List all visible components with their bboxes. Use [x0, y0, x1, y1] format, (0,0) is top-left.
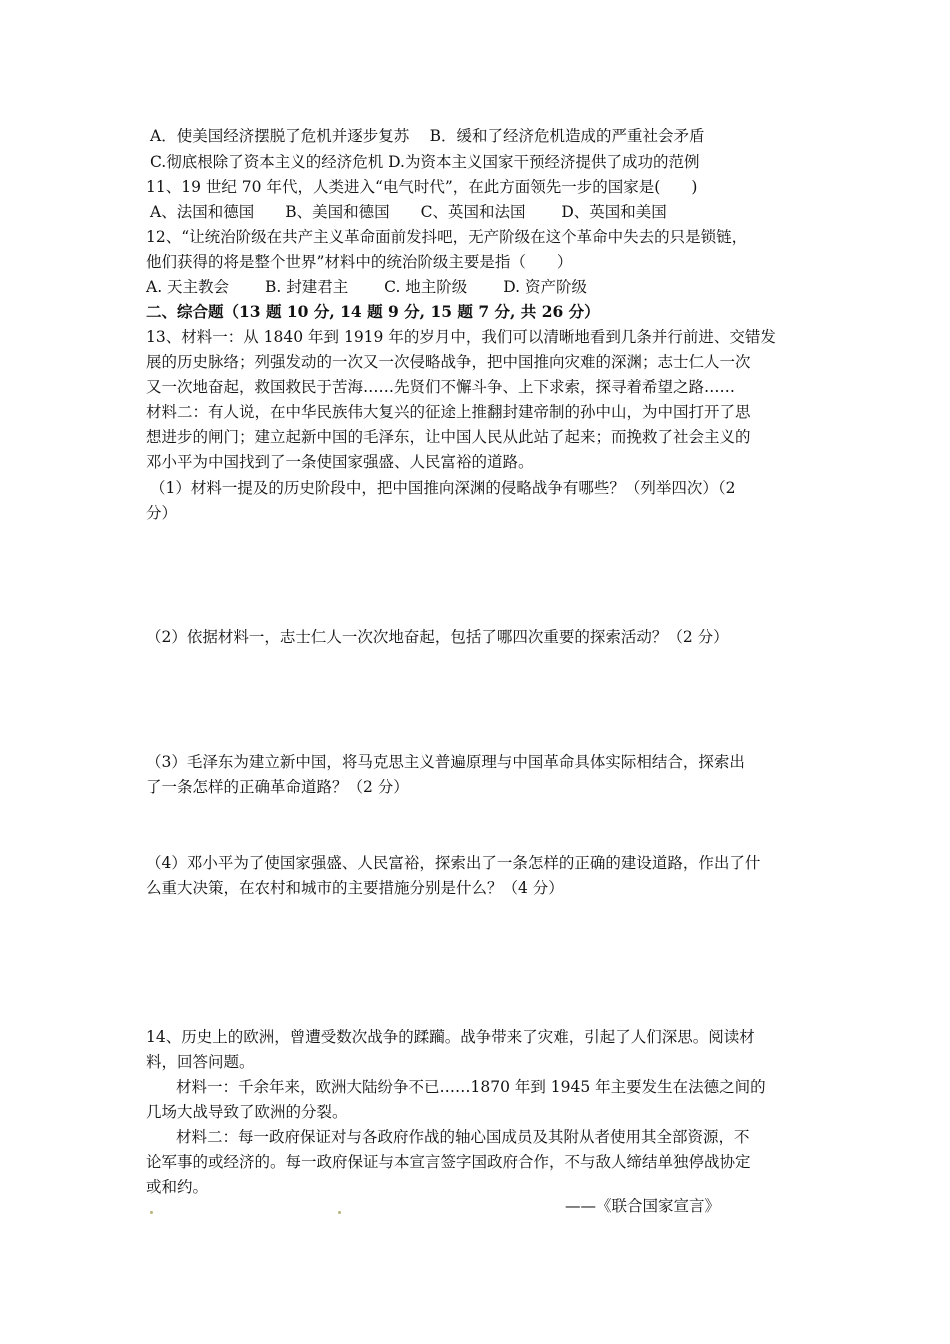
q13-part4-line1: （4）邓小平为了使国家强盛、人民富裕，探索出了一条怎样的正确的建设道路，作出了什: [146, 854, 761, 872]
q13-material2-line3: 邓小平为中国找到了一条使国家强盛、人民富裕的道路。: [146, 453, 534, 471]
q13-material1-line2: 展的历史脉络；列强发动的一次又一次侵略战争，把中国推向灾难的深渊；志士仁人一次: [146, 353, 751, 371]
q13-material1-line1: 13、材料一：从 1840 年到 1919 年的岁月中，我们可以清晰地看到几条并行前进、交错发: [146, 328, 776, 346]
q14-material2-line3: 或和约。: [146, 1178, 209, 1196]
q10-options-ab: A．使美国经济摆脱了危机并逐步复苏 B．缓和了经济危机造成的严重社会矛盾: [150, 127, 705, 145]
q13-part4-line2: 么重大决策，在农村和城市的主要措施分别是什么？（4 分）: [146, 879, 564, 897]
q13-part2: （2）依据材料一，志士仁人一次次地奋起，包括了哪四次重要的探索活动？（2 分）: [146, 628, 729, 646]
q12-stem-line2: 他们获得的将是整个世界”材料中的统治阶级主要是指（ ）: [146, 253, 573, 271]
q14-material2-line1: 材料二：每一政府保证对与各政府作战的轴心国成员及其附从者使用其全部资源，不: [176, 1128, 750, 1146]
q12-options: A. 天主教会 B. 封建君主 C. 地主阶级 D. 资产阶级: [146, 278, 587, 296]
q13-part1-line2: 分）: [146, 504, 178, 522]
q13-material2-line2: 想进步的闸门；建立起新中国的毛泽东，让中国人民从此站了起来；而挽救了社会主义的: [146, 428, 751, 446]
q13-material2-line1: 材料二：有人说，在中华民族伟大复兴的征途上推翻封建帝制的孙中山，为中国打开了思: [146, 403, 751, 421]
q14-material1-line1: 材料一：千余年来，欧洲大陆纷争不已……1870 年到 1945 年主要发生在法德之间的: [176, 1078, 766, 1096]
q13-part1-line1: （1）材料一提及的历史阶段中，把中国推向深渊的侵略战争有哪些？（列举四次）（2: [150, 479, 736, 497]
q11-options: A、法国和德国 B、美国和德国 C、英国和法国 D、英国和美国: [150, 203, 667, 221]
q14-material1-line2: 几场大战导致了欧洲的分裂。: [146, 1103, 348, 1121]
q11-stem: 11、19 世纪 70 年代，人类进入“电气时代”，在此方面领先一步的国家是( ): [146, 178, 698, 196]
q13-part3-line1: （3）毛泽东为建立新中国，将马克思主义普遍原理与中国革命具体实际相结合，探索出: [146, 753, 745, 771]
section2-heading: 二、综合题（13 题 10 分, 14 题 9 分, 15 题 7 分, 共 26 分）: [146, 302, 600, 321]
q10-options-cd: C.彻底根除了资本主义的经济危机 D.为资本主义国家干预经济提供了成功的范例: [150, 153, 700, 171]
q14-source: ——《联合国家宣言》: [565, 1197, 721, 1215]
q14-material2-line2: 论军事的或经济的。每一政府保证与本宣言签字国政府合作，不与敌人缔结单独停战协定: [146, 1153, 751, 1171]
scan-speck: [338, 1211, 341, 1214]
q13-material1-line3: 又一次地奋起，救国救民于苦海……先贤们不懈斗争、上下求索，探寻着希望之路……: [146, 378, 736, 396]
q12-stem-line1: 12、“让统治阶级在共产主义革命面前发抖吧，无产阶级在这个革命中失去的只是锁链，: [146, 228, 748, 246]
scan-speck: [150, 1211, 153, 1214]
q14-stem-line2: 料，回答问题。: [146, 1053, 255, 1071]
q14-stem-line1: 14、历史上的欧洲，曾遭受数次战争的蹂躏。战争带来了灾难，引起了人们深思。阅读材: [146, 1028, 755, 1046]
q13-part3-line2: 了一条怎样的正确革命道路？（2 分）: [146, 778, 409, 796]
